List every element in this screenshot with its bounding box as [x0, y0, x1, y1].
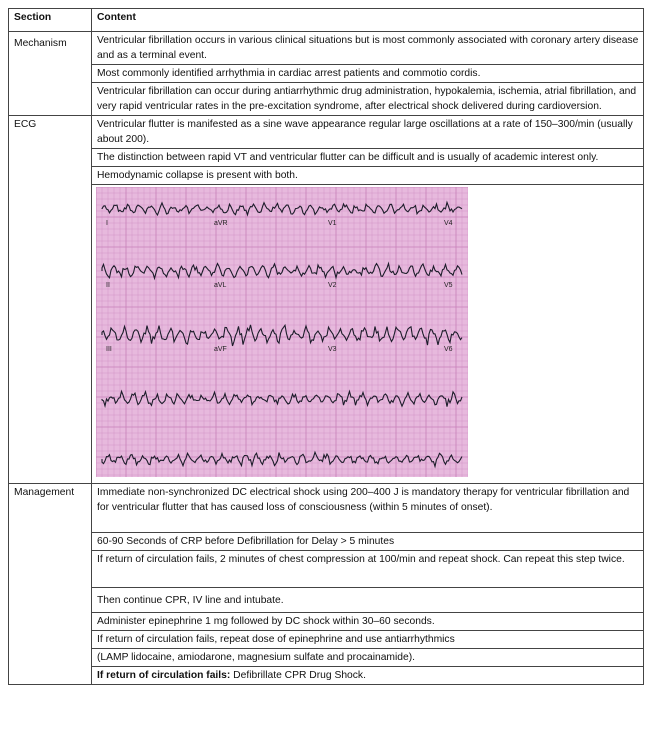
ecg-lead-label: III: [106, 346, 112, 353]
content-table: [8, 8, 644, 685]
content-cell: The distinction between rapid VT and ventricular flutter can be difficult and is usually of academic interest only.: [92, 149, 644, 167]
content-cell: [92, 667, 644, 685]
ecg-lead-label: V2: [328, 282, 337, 289]
header-content: Content: [92, 9, 644, 32]
bold-lead-text: If return of circulation fails:: [97, 670, 231, 681]
content-cell: Administer epinephrine 1 mg followed by DC shock within 30–60 seconds.: [92, 613, 644, 631]
table-row: [9, 32, 644, 65]
plain-text: Defibrillate CPR Drug Shock.: [230, 670, 366, 681]
ecg-lead-label: V5: [444, 282, 453, 289]
table-row: [9, 167, 644, 185]
ecg-lead-label: aVL: [214, 282, 227, 289]
ecg-lead-label: aVR: [214, 220, 228, 227]
ecg-image-cell: [92, 185, 644, 484]
ecg-strip-image: [96, 187, 468, 477]
table-row: [9, 649, 644, 667]
table-row: [9, 484, 644, 533]
section-label-mechanism: Mechanism: [9, 32, 92, 116]
content-cell: Immediate non-synchronized DC electrical shock using 200–400 J is mandatory therapy for ventricular fibrillation and for ventricular flutter that has caused loss of consciousness (within 5 minutes of onset).: [92, 484, 644, 533]
table-row: [9, 551, 644, 588]
header-row: [9, 9, 644, 32]
content-cell: If return of circulation fails, repeat dose of epinephrine and use antiarrhythmics: [92, 631, 644, 649]
section-label-ecg: ECG: [9, 116, 92, 484]
table-row: [9, 149, 644, 167]
content-cell: Ventricular flutter is manifested as a sine wave appearance regular large oscillations at a rate of 150–300/min (usually about 200).: [92, 116, 644, 149]
content-cell: Then continue CPR, IV line and intubate.: [92, 588, 644, 613]
ecg-lead-label: II: [106, 282, 110, 289]
ecg-lead-label: I: [106, 220, 108, 227]
table-row: [9, 667, 644, 685]
table-row: [9, 185, 644, 484]
content-cell: Most commonly identified arrhythmia in cardiac arrest patients and commotio cordis.: [92, 65, 644, 83]
header-section: Section: [9, 9, 92, 32]
ecg-lead-label: aVF: [214, 346, 227, 353]
content-cell: (LAMP lidocaine, amiodarone, magnesium sulfate and procainamide).: [92, 649, 644, 667]
table-row: [9, 533, 644, 551]
ecg-lead-label: V6: [444, 346, 453, 353]
table-row: [9, 116, 644, 149]
ecg-lead-label: V3: [328, 346, 337, 353]
content-cell: Ventricular fibrillation occurs in various clinical situations but is most commonly associated with coronary artery disease and as a terminal event.: [92, 32, 644, 65]
content-cell: If return of circulation fails, 2 minutes of chest compression at 100/min and repeat shock. Can repeat this step twice.: [92, 551, 644, 588]
section-label-management: Management: [9, 484, 92, 685]
table-row: [9, 83, 644, 116]
content-cell: 60-90 Seconds of CRP before Defibrillation for Delay > 5 minutes: [92, 533, 644, 551]
table-row: [9, 613, 644, 631]
table-row: [9, 65, 644, 83]
content-cell: Hemodynamic collapse is present with both.: [92, 167, 644, 185]
content-cell: Ventricular fibrillation can occur during antiarrhythmic drug administration, hypokalemia, ischemia, atrial fibrillation, and very rapid ventricular rates in the pre-excitation syndrome, after electrical shock delivered during cardioversion.: [92, 83, 644, 116]
table-row: [9, 588, 644, 613]
ecg-lead-label: V1: [328, 220, 337, 227]
table-row: [9, 631, 644, 649]
ecg-lead-label: V4: [444, 220, 453, 227]
